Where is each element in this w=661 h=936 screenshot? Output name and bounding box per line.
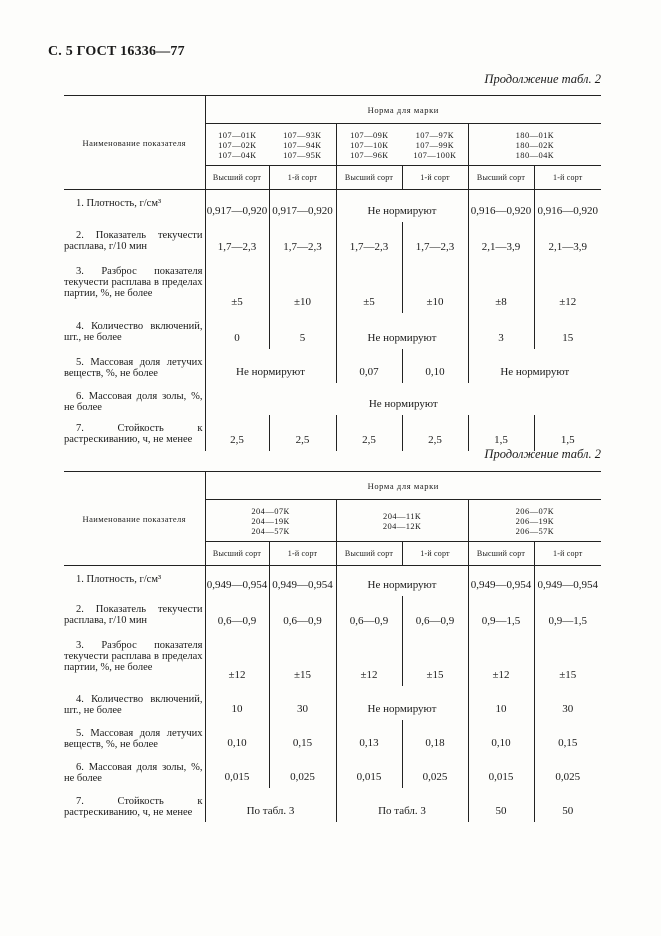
cell-value: 2,5: [205, 415, 269, 451]
cell-value: 0,6—0,9: [402, 596, 468, 632]
sort-header: Высший сорт: [468, 166, 534, 190]
table-continuation-caption: Продолжение табл. 2: [484, 72, 601, 86]
cell-value: ±15: [402, 632, 468, 686]
cell-value: Не нормируют: [500, 365, 570, 378]
cell-value: 0,07: [336, 349, 402, 383]
cell-value: Не нормируют: [368, 397, 438, 410]
cell-value: По табл. 3: [205, 788, 336, 822]
cell-value: 2,5: [336, 415, 402, 451]
cell-value: Не нормируют: [205, 349, 336, 383]
cell-value: 0: [205, 313, 269, 349]
cell-value: 0,10: [402, 349, 468, 383]
row-label: 6. Массовая доля золы, %, не более: [64, 754, 205, 788]
grade-group: 206—07К 206—19К 206—57К: [468, 500, 601, 542]
table-row: [64, 686, 601, 720]
row-label: 2. Показатель текучести расплава, г/10 мин: [64, 596, 205, 632]
cell-value: ±12: [205, 632, 269, 686]
cell-value: 0,10: [468, 720, 534, 754]
cell-value: 3: [468, 313, 534, 349]
cell-value: 2,5: [269, 415, 336, 451]
cell-value: ±15: [559, 668, 577, 681]
cell-value: 0,9—1,5: [468, 596, 534, 632]
cell-value: Не нормируют: [336, 190, 468, 222]
cell-value: 1,7—2,3: [205, 222, 269, 258]
sort-header: 1-й сорт: [402, 542, 468, 566]
cell-value: ±8: [468, 258, 534, 313]
cell-value: 0,9—1,5: [548, 614, 588, 627]
row-label: 6. Массовая доля золы, %, не более: [64, 383, 205, 415]
cell-value: 10: [468, 686, 534, 720]
table-row: [64, 566, 601, 596]
cell-value: 0,917—0,920: [205, 190, 269, 222]
cell-value: ±12: [468, 632, 534, 686]
cell-value: 0,949—0,954: [537, 578, 599, 591]
table-row: [64, 258, 601, 313]
cell-value: 1,5: [560, 433, 575, 446]
table-row: [64, 720, 601, 754]
cell-value: 0,025: [402, 754, 468, 788]
row-label: 5. Массовая доля летучих веществ, %, не более: [64, 349, 205, 383]
table-row: [64, 383, 601, 415]
cell-value: 2,1—3,9: [468, 222, 534, 258]
table-2: [64, 471, 601, 822]
row-label: 4. Количество включений, шт., не более: [64, 686, 205, 720]
table-row: [64, 349, 601, 383]
row-label: 4. Количество включений, шт., не более: [64, 313, 205, 349]
sort-header: Высший сорт: [336, 542, 402, 566]
cell-value: 10: [205, 686, 269, 720]
cell-value: 5: [269, 313, 336, 349]
grade-group: 107—09К 107—10К 107—96К: [336, 124, 402, 166]
sort-header: Высший сорт: [205, 542, 269, 566]
cell-value: 0,10: [205, 720, 269, 754]
table-row: [64, 596, 601, 632]
cell-value: 0,916—0,920: [537, 204, 599, 217]
row-label: 7. Стойкость к растрескиванию, ч, не менее: [64, 788, 205, 822]
cell-value: 15: [562, 331, 574, 344]
grade-group: 107—93К 107—94К 107—95К: [269, 124, 336, 166]
table-row: [64, 190, 601, 222]
grade-group: 107—01К 107—02К 107—04К: [205, 124, 269, 166]
column-header-name: Наименование показателя: [64, 472, 205, 566]
cell-value: 0,025: [555, 770, 581, 783]
table-1: [64, 95, 601, 451]
cell-value: 0,6—0,9: [336, 596, 402, 632]
cell-value: 0,15: [558, 736, 578, 749]
table-row: [64, 632, 601, 686]
table-row: [64, 222, 601, 258]
cell-value: Не нормируют: [336, 313, 468, 349]
cell-value: ±10: [402, 258, 468, 313]
sort-header: Высший сорт: [205, 166, 269, 190]
cell-value: 30: [562, 702, 574, 715]
table-row: [64, 313, 601, 349]
column-header-name: Наименование показателя: [64, 96, 205, 190]
table-row: [64, 754, 601, 788]
cell-value: 0,6—0,9: [269, 596, 336, 632]
page-header: С. 5 ГОСТ 16336—77: [48, 44, 185, 59]
cell-value: 0,15: [269, 720, 336, 754]
sort-header: Высший сорт: [336, 166, 402, 190]
cell-value: 0,949—0,954: [468, 566, 534, 596]
row-label: 1. Плотность, г/см³: [64, 566, 205, 596]
column-header-norm: Норма для марки: [205, 472, 601, 500]
cell-value: ±12: [336, 632, 402, 686]
cell-value: По табл. 3: [336, 788, 468, 822]
column-header-norm: Норма для марки: [205, 96, 601, 124]
sort-header: 1-й сорт: [534, 542, 601, 566]
cell-value: 50: [468, 788, 534, 822]
sort-header: Высший сорт: [468, 542, 534, 566]
cell-value: 0,18: [402, 720, 468, 754]
cell-value: ±5: [205, 258, 269, 313]
cell-value: 50: [562, 804, 574, 817]
sort-header: 1-й сорт: [402, 166, 468, 190]
table-continuation-caption: Продолжение табл. 2: [484, 447, 601, 461]
table-row: [64, 415, 601, 451]
sort-header: 1-й сорт: [269, 542, 336, 566]
cell-value: 1,7—2,3: [336, 222, 402, 258]
cell-value: 0,025: [269, 754, 336, 788]
cell-value: Не нормируют: [336, 566, 468, 596]
cell-value: Не нормируют: [336, 686, 468, 720]
row-label: 3. Разброс показателя текучести расплава в пределах партии, %, не более: [64, 632, 205, 686]
sort-header: 1-й сорт: [269, 166, 336, 190]
row-label: 1. Плотность, г/см³: [64, 190, 205, 222]
grade-group: 107—97К 107—99К 107—100К: [402, 124, 468, 166]
cell-value: 30: [269, 686, 336, 720]
cell-value: ±15: [269, 632, 336, 686]
grade-group: 180—01К 180—02К 180—04К: [468, 124, 601, 166]
cell-value: 0,13: [336, 720, 402, 754]
cell-value: 2,5: [402, 415, 468, 451]
cell-value: 0,917—0,920: [269, 190, 336, 222]
sort-header: 1-й сорт: [534, 166, 601, 190]
table-row: [64, 788, 601, 822]
row-label: 5. Массовая доля летучих веществ, %, не более: [64, 720, 205, 754]
cell-value: ±5: [336, 258, 402, 313]
grade-group: 204—11К 204—12К: [336, 500, 468, 542]
cell-value: 0,6—0,9: [205, 596, 269, 632]
cell-value: 0,916—0,920: [468, 190, 534, 222]
row-label: 3. Разброс показателя текучести расплава в пределах партии, %, не более: [64, 258, 205, 313]
cell-value: 0,015: [336, 754, 402, 788]
grade-group: 204—07К 204—19К 204—57К: [205, 500, 336, 542]
cell-value: 2,1—3,9: [548, 240, 588, 253]
row-label: 7. Стойкость к растрескиванию, ч, не менее: [64, 415, 205, 451]
cell-value: ±12: [559, 295, 577, 308]
cell-value: ±10: [269, 258, 336, 313]
cell-value: 0,015: [205, 754, 269, 788]
cell-value: 1,7—2,3: [269, 222, 336, 258]
cell-value: 1,5: [468, 415, 534, 451]
cell-value: 0,949—0,954: [269, 566, 336, 596]
cell-value: 0,015: [468, 754, 534, 788]
cell-value: 1,7—2,3: [402, 222, 468, 258]
row-label: 2. Показатель текучести расплава, г/10 мин: [64, 222, 205, 258]
cell-value: 0,949—0,954: [205, 566, 269, 596]
